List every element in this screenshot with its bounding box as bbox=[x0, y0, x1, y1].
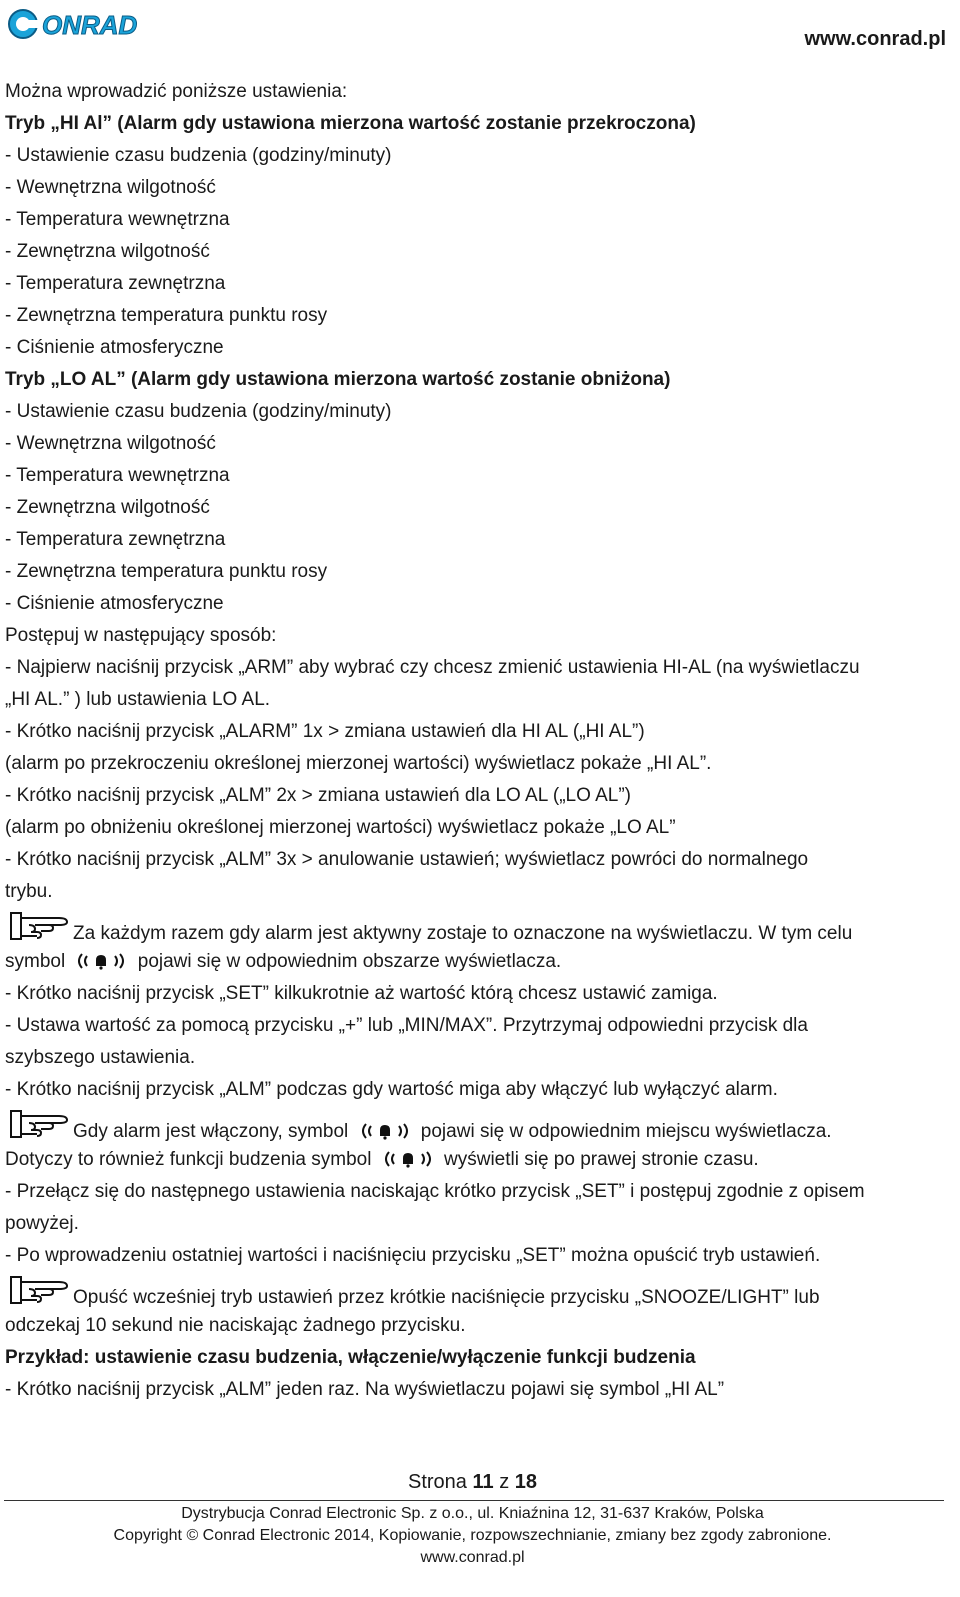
list-item: - Temperatura wewnętrzna bbox=[5, 465, 230, 486]
page-total: 18 bbox=[514, 1471, 538, 1493]
footer-url: www.conrad.pl bbox=[420, 1549, 525, 1566]
text-line: - Po wprowadzeniu ostatniej wartości i naciśnięciu przycisku „SET” można opuścić tryb ustawień. bbox=[5, 1245, 821, 1266]
note-text: odczekaj 10 sekund nie naciskając żadnego przycisku. bbox=[5, 1315, 466, 1336]
text-line: - Najpierw naciśnij przycisk „ARM” aby wybrać czy chcesz zmienić ustawienia HI-AL (na wyświetlaczu bbox=[5, 657, 860, 678]
example-heading: Przykład: ustawienie czasu budzenia, włączenie/wyłączenie funkcji budzenia bbox=[5, 1347, 696, 1368]
note-text bbox=[5, 1144, 950, 1176]
text-line: - Przełącz się do następnego ustawienia naciskając krótko przycisk „SET” i postępuj zgodnie z opisem bbox=[5, 1181, 865, 1202]
text-line: powyżej. bbox=[5, 1213, 79, 1234]
text-line: szybszego ustawienia. bbox=[5, 1047, 196, 1068]
list-item: - Wewnętrzna wilgotność bbox=[5, 433, 216, 454]
page-sep: z bbox=[499, 1471, 510, 1493]
list-item: - Ustawienie czasu budzenia (godziny/minuty) bbox=[5, 145, 392, 166]
text-line: - Krótko naciśnij przycisk „SET” kilkukrotnie aż wartość którą chcesz ustawić zamiga. bbox=[5, 983, 718, 1004]
list-item: - Wewnętrzna wilgotność bbox=[5, 177, 216, 198]
note-text-part: wyświetli się po prawej stronie czasu. bbox=[444, 1149, 759, 1170]
pointing-hand-icon bbox=[9, 1274, 71, 1306]
note-1 bbox=[5, 908, 950, 946]
alarm-bell-symbol-icon bbox=[358, 1122, 412, 1140]
text-line: - Krótko naciśnij przycisk „ALARM” 1x > zmiana ustawień dla HI AL („HI AL”) bbox=[5, 721, 645, 742]
text-line: trybu. bbox=[5, 881, 53, 902]
note-text-part: Dotyczy to również funkcji budzenia symbol bbox=[5, 1149, 372, 1170]
note-text bbox=[73, 1116, 832, 1148]
text-line: (alarm po obniżeniu określonej mierzonej wartości) wyświetlacz pokaże „LO AL” bbox=[5, 817, 676, 838]
text-line: - Ustawa wartość za pomocą przycisku „+” lub „MIN/MAX”. Przytrzymaj odpowiedni przycisk dla bbox=[5, 1015, 808, 1036]
pointing-hand-icon bbox=[9, 910, 71, 942]
note-text-part: pojawi się w odpowiednim obszarze wyświetlacza. bbox=[137, 951, 562, 972]
note-2 bbox=[5, 1106, 950, 1144]
page-prefix: Strona bbox=[407, 1471, 467, 1493]
note-text: Za każdym razem gdy alarm jest aktywny zostaje to oznaczone na wyświetlaczu. W tym celu bbox=[73, 923, 853, 944]
page-content bbox=[5, 76, 950, 1406]
section-heading: Tryb „LO AL” (Alarm gdy ustawiona mierzona wartość zostanie obniżona) bbox=[5, 369, 671, 390]
text-line: - Krótko naciśnij przycisk „ALM” 3x > anulowanie ustawień; wyświetlacz powróci do normalnego bbox=[5, 849, 809, 870]
list-item: - Zewnętrzna wilgotność bbox=[5, 241, 210, 262]
footer-divider bbox=[4, 1500, 944, 1501]
page-number bbox=[0, 1471, 945, 1494]
text-line: - Krótko naciśnij przycisk „ALM” podczas gdy wartość miga aby włączyć lub wyłączyć alarm. bbox=[5, 1079, 778, 1100]
site-url: www.conrad.pl bbox=[804, 28, 946, 50]
section-heading: Tryb „HI Al” (Alarm gdy ustawiona mierzona wartość zostanie przekroczona) bbox=[5, 113, 696, 134]
list-item: - Temperatura zewnętrzna bbox=[5, 529, 226, 550]
footer-info bbox=[0, 1503, 945, 1569]
list-item: - Temperatura zewnętrzna bbox=[5, 273, 226, 294]
text-line: „HI AL.” ) lub ustawienia LO AL. bbox=[5, 689, 271, 710]
note-text-part: Gdy alarm jest włączony, symbol bbox=[73, 1121, 349, 1142]
text-line: (alarm po przekroczeniu określonej mierzonej wartości) wyświetlacz pokaże „HI AL”. bbox=[5, 753, 712, 774]
list-item: - Ciśnienie atmosferyczne bbox=[5, 337, 224, 358]
alarm-bell-symbol-icon bbox=[74, 952, 128, 970]
footer-copyright: Copyright © Conrad Electronic 2014, Kopiowanie, rozpowszechnianie, zmiany bez zgody zabronione. bbox=[113, 1527, 832, 1544]
svg-text:ONRAD: ONRAD bbox=[42, 10, 138, 40]
pointing-hand-icon bbox=[9, 1108, 71, 1140]
list-item: - Ustawienie czasu budzenia (godziny/minuty) bbox=[5, 401, 392, 422]
note-text-part: symbol bbox=[5, 951, 66, 972]
list-item: - Temperatura wewnętrzna bbox=[5, 209, 230, 230]
note-text-part: pojawi się w odpowiednim miejscu wyświetlacza. bbox=[420, 1121, 832, 1142]
alarm-bell-symbol-icon bbox=[381, 1150, 435, 1168]
list-item: - Zewnętrzna wilgotność bbox=[5, 497, 210, 518]
list-item: - Zewnętrzna temperatura punktu rosy bbox=[5, 305, 328, 326]
conrad-logo bbox=[6, 4, 166, 42]
text-line: Można wprowadzić poniższe ustawienia: bbox=[5, 81, 348, 102]
text-line: - Krótko naciśnij przycisk „ALM” 2x > zmiana ustawień dla LO AL („LO AL”) bbox=[5, 785, 631, 806]
text-line: - Krótko naciśnij przycisk „ALM” jeden raz. Na wyświetlaczu pojawi się symbol „HI AL” bbox=[5, 1379, 725, 1400]
list-item: - Zewnętrzna temperatura punktu rosy bbox=[5, 561, 328, 582]
note-text: Opuść wcześniej tryb ustawień przez krótkie naciśnięcie przycisku „SNOOZE/LIGHT” lub bbox=[73, 1287, 820, 1308]
page-current: 11 bbox=[472, 1471, 494, 1493]
footer-distribution: Dystrybucja Conrad Electronic Sp. z o.o., ul. Kniaźnina 12, 31-637 Kraków, Polska bbox=[181, 1505, 764, 1522]
note-3 bbox=[5, 1272, 950, 1310]
text-line: Postępuj w następujący sposób: bbox=[5, 625, 277, 646]
note-text bbox=[5, 946, 950, 978]
list-item: - Ciśnienie atmosferyczne bbox=[5, 593, 224, 614]
